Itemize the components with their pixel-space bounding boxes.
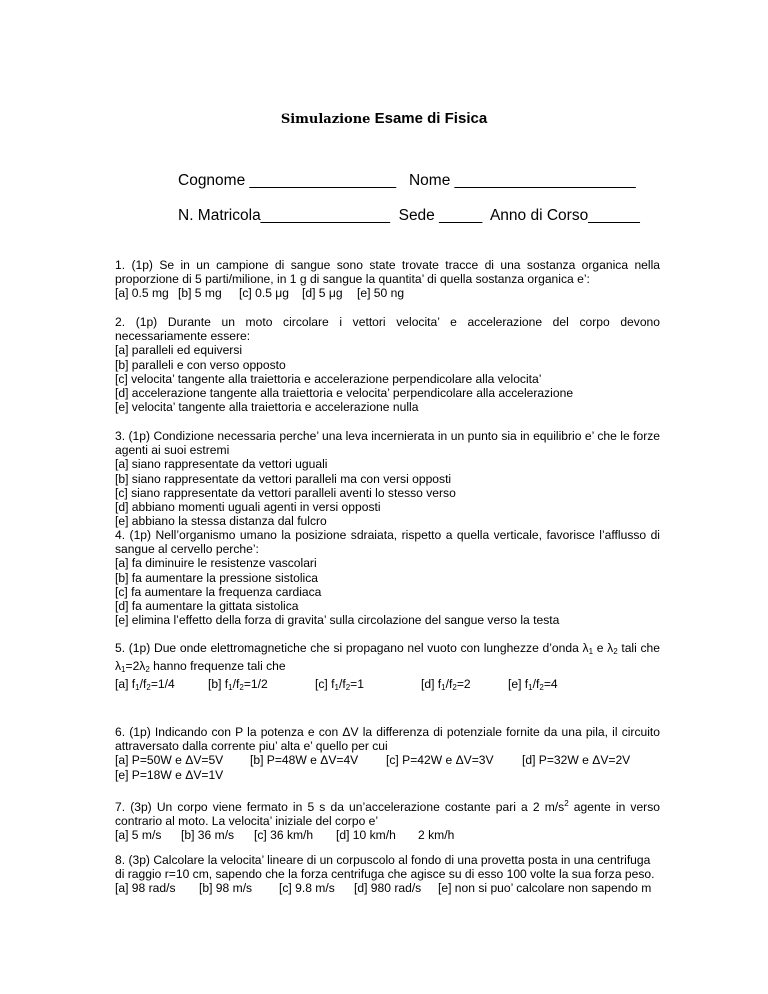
option-d: [d] abbiano momenti uguali agenti in versi opposti [115,500,381,515]
option-b: [b] siano rappresentate da vettori paralleli ma con versi opposti [115,471,452,486]
option-a [115,677,208,695]
question-text [115,797,660,828]
subscript-2: 2 [452,683,457,693]
subscript-2: 2 [145,665,150,675]
title-part-2: Esame di Fisica [374,110,488,127]
option-b [208,677,315,695]
question-3 [115,429,660,528]
subscript-1: 1 [228,683,233,693]
option-e: [e] 50 ng [357,286,405,301]
options-row [115,753,660,767]
option-c [315,677,421,695]
subscript-2: 2 [613,647,618,656]
option-label: =4 [543,677,558,692]
question-5 [115,641,660,696]
option-label: =1/4 [150,677,175,692]
text-part: 5. (1p) Due onde elettromagnetiche che si propagano nel vuoto con lunghezze d’onda λ [115,641,589,655]
option-label: [c] f [315,677,335,692]
option-label: [b] f [208,677,229,692]
option-c: [c] velocita’ tangente alla traiettoria e accelerazione perpendicolare alla velocita’ [115,371,542,386]
superscript: 2 [564,799,569,808]
option-e: [e] P=18W e ΔV=1V [115,767,224,782]
text-part: tali che λ [115,641,660,674]
question-text [115,641,660,677]
option-e: [e] elimina l’effetto della forza di gravita’ sulla circolazione del sangue verso la testa [115,613,560,628]
option-a: [a] 0.5 mg [115,286,169,301]
option-e: [e] abbiano la stessa distanza dal fulcro [115,514,327,529]
option-a: [a] paralleli ed equiversi [115,343,243,358]
option-d [421,677,508,695]
subscript-2: 2 [539,683,544,693]
option-c: [c] 36 km/h [254,828,314,843]
text-part: hanno frequenze tali che [149,659,286,674]
option-a: [a] fa diminuire le resistenze vascolari [115,556,317,571]
option-e: [e] velocita’ tangente alla traiettoria e accelerazione nulla [115,400,419,415]
options-row [115,677,660,695]
text-part: =2λ [125,659,146,674]
option-d: [d] fa aumentare la gittata sistolica [115,599,299,614]
option-b: [b] paralleli e con verso opposto [115,357,286,372]
option-b: [b] 5 mg [178,286,222,301]
option-label: =1/2 [243,677,268,692]
options-row [115,881,660,895]
subscript-2: 2 [345,683,351,693]
page-title [0,110,768,127]
option-d: [d] 10 km/h [336,828,396,843]
option-a: [a] 5 m/s [115,828,162,843]
option-label: =2 [456,677,471,692]
option-d: [d] accelerazione tangente alla traiettoria e velocita’ perpendicolare alla accelerazione [115,386,574,401]
text-part: e λ [593,641,614,655]
option-b: [b] fa aumentare la pressione sistolica [115,570,319,585]
option-e [508,677,558,695]
option-label: [d] f [421,677,442,692]
option-b: [b] 36 m/s [181,828,235,843]
option-e: [e] non si puo’ calcolare non sapendo m [438,881,652,896]
option-c: [c] P=42W e ΔV=3V [386,753,494,768]
subscript-1: 1 [121,665,126,675]
option-label: /f [532,677,540,692]
option-label: /f [139,677,147,692]
question-4 [115,528,660,627]
option-c: [c] 0.5 μg [239,286,289,301]
text-part: agente in verso contrario al moto. La velocita’ iniziale del corpo e’ [115,800,660,829]
subscript-2: 2 [146,683,151,693]
option-b: [b] 98 m/s [199,881,253,896]
question-text: 1. (1p) Se in un campione di sangue sono state trovate tracce di una sostanza organica nella proporzione di 5 parti/milione, in 1 g di sangue la quantita’ di quella sostanza organica e’: [115,258,660,287]
question-7 [115,797,660,843]
option-label: =1 [350,677,364,692]
option-label: /f [445,677,453,692]
options-row [115,828,660,842]
option-c: [c] siano rappresentate da vettori paralleli aventi lo stesso verso [115,485,456,500]
question-text: 2. (1p) Durante un moto circolare i vettori velocita’ e accelerazione del corpo devono necessariamente essere: [115,315,660,344]
question-1 [115,258,660,301]
option-d: [d] 980 rad/s [354,881,422,896]
option-label: [e] f [508,677,529,692]
option-label: /f [232,677,240,692]
option-d: [d] P=32W e ΔV=2V [522,753,631,768]
options-row [115,286,660,300]
question-8 [115,853,660,896]
subscript-1: 1 [135,683,140,693]
question-2 [115,315,660,414]
option-c: [c] fa aumentare la frequenza cardiaca [115,584,322,599]
question-6 [115,725,660,782]
option-d: [d] 5 μg [302,286,343,301]
question-text: 8. (3p) Calcolare la velocita’ lineare di un corpuscolo al fondo di una provetta posta in una centrifuga di raggio r=10 cm, sapendo che la forza centrifuga che agisce su di esso 100 volte la sua forza peso. [115,853,655,882]
header-line-surname-name: Cognome _________________ Nome _____________________ [178,172,636,189]
title-part-1: Simulazione [280,112,371,127]
header-line-matricola: N. Matricola_______________ Sede _____ Anno di Corso______ [178,207,640,224]
subscript-1: 1 [334,683,339,693]
option-a: [a] siano rappresentate da vettori uguali [115,457,328,472]
subscript-1: 1 [441,683,446,693]
option-a: [a] 98 rad/s [115,881,176,896]
option-a: [a] P=50W e ΔV=5V [115,753,224,768]
option-label: [a] f [115,677,136,692]
question-text: 6. (1p) Indicando con P la potenza e con ΔV la differenza di potenziale fornite da una pila, il circuito attraversato dalla corrente piu’ alta e’ quello per cui [115,725,660,754]
subscript-1: 1 [588,647,594,656]
subscript-2: 2 [239,683,244,693]
text-part: 7. (3p) Un corpo viene fermato in 5 s da un’accelerazione costante pari a 2 m/s [115,800,565,814]
subscript-1: 1 [528,683,533,693]
option-label: /f [338,677,346,692]
option-b: [b] P=48W e ΔV=4V [250,753,359,768]
option-e: 2 km/h [418,828,455,843]
question-text: 4. (1p) Nell’organismo umano la posizione sdraiata, rispetto a quella verticale, favorisce l’afflusso di sangue al cervello perche’: [115,528,660,557]
question-text: 3. (1p) Condizione necessaria perche’ una leva incernierata in un punto sia in equilibrio e’ che le forze agenti ai suoi estremi [115,429,660,458]
option-c: [c] 9.8 m/s [279,881,335,896]
